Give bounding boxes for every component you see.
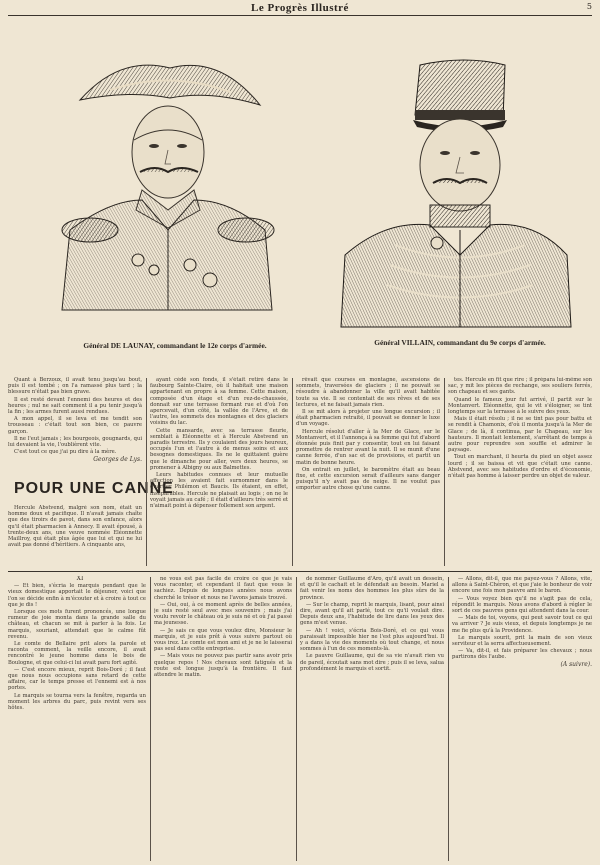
- upper-column-1-continued: [8, 505, 142, 567]
- caption-de-launay: Général DE LAUNAY, commandant le 12e corps d'armée.: [83, 341, 267, 350]
- header-rule: [8, 15, 592, 16]
- paragraph: Quand le fameux jour fut arrivé, il partit sur le Montanvert. Eléonnette, qui le vit s'éloigner, se tint longtemps sur la terrasse à le suivre des yeux.: [448, 396, 592, 416]
- portrait-de-launay: [50, 60, 280, 315]
- signature: Georges de Lys.: [93, 456, 142, 464]
- lower-column-1: [8, 576, 146, 861]
- paragraph: Le comte de Bellaire prit alors la parole et raconta comment, la veille encore, il avait rencontré le jeune homme dans le bois de Boulogne, et que celui-ci lui avait paru fort agité.: [8, 641, 146, 666]
- upper-column-3: [296, 377, 440, 567]
- chapter-number: XI: [76, 576, 84, 582]
- column-rule: [444, 378, 445, 566]
- portrait-villain: [335, 55, 575, 330]
- paragraph: Hercule Abstvend, malgré son nom, était un homme doux et pacifique. Il n'avait jamais chaîte que des tiroirs de pavot, dans son enfance, alors qu'il était pharmacien à Annecy. Il avait épousé, à trente-deux ans, une veuve nommée Eléonnette Maillroy, qui était plus âgée que lui et qui ne lui avait pas donné d'héritiers. A cinquante ans,: [8, 505, 142, 549]
- paragraph: ayant cédé son fonds, il s'était retiré dans le faubourg Sainte-Claire, où il habitait une maison appartenant en propre à sa femme. Cette maison, composée d'un étage et d'un rez-de-chaussée, donnait sur une terrasse formant rue et d'où l'on apercevait, d'un côté, la vallée de l'Arve, et de l'autre, les sommets des montagnes et des glaciers voisins du lac.: [150, 377, 288, 427]
- paragraph: Hercule résolut d'aller à la Mer de Glace, sur le Montanvert, et il l'annonça à sa femme qui fut d'abord étonnée puis finit par y consentir, tout en lui faisant promettre de rentrer avant la nuit. Il se munit d'une canne ferrée, d'un sac et de provisions, et partit un matin de bonne heure.: [296, 428, 440, 466]
- paragraph: — Mais vous ne pouvez pas partir sans avoir pris quelque repos ! Nos chevaux sont fatigués et la route est longue jusqu'à la frontière. Il faut attendre le matin.: [154, 653, 292, 679]
- paragraph: Le marquis sourit, prit la main de son vieux serviteur et la serra affectueusement.: [452, 634, 592, 648]
- lower-column-2: [154, 576, 292, 861]
- paragraph: Il se mit alors à projeter une longue excursion ; il était pharmacien retraité, il pouvait se donner le luxe d'un voyage.: [296, 409, 440, 428]
- engraving-de-launay: [50, 60, 280, 315]
- paragraph: de nommer Guillaume d'Aro, qu'il avait un dessein, et qu'il le cachait et le défendait au besoin. Mariel a fait venir les noms des hommes les plus sûrs de la province.: [300, 576, 444, 601]
- lower-column-3: [300, 576, 444, 861]
- paragraph: — Oui, oui, à ce moment après de belles années, je suis resté seul avec mes souvenirs ; mais j'ai voulu revoir le château où je suis né et où j'ai passé ma jeunesse.: [154, 601, 292, 627]
- section-divider: [8, 571, 592, 572]
- column-rule: [150, 577, 151, 861]
- paragraph: — Allons, dit-il, que me payez-vous ? Allons, vite, allons à Saint-Chéron, et que j'aie le bonheur de voir encore une fois mon pauvre ami le baron.: [452, 576, 592, 595]
- paragraph: — Ah ! voici, s'écria Bois-Doré, et ce qui vous paraissait impossible hier ne l'est plus aujourd'hui. Il y a dans la vie des moments où tout change, et nous sommes à l'un de ces moments-là.: [300, 627, 444, 653]
- paragraph: Lorsque ces mots furent prononcés, une longue rumeur de joie monta dans la grande salle du château, et chacun se mit à parler à la fois. Le marquis, souriant, attendait que le calme fût revenu.: [8, 609, 146, 640]
- upper-column-4: [448, 377, 592, 567]
- column-rule: [448, 577, 449, 861]
- paragraph: Le marquis se tourna vers la fenêtre, regarda un moment les arbres du parc, puis revint vers ses hôtes.: [8, 692, 146, 712]
- paragraph: ne vous est pas facile de croire ce que je vais vous raconter, et cependant il faut que vous le sachiez. Depuis de longues années nous avons cherché le trésor et nous ne l'avons jamais trouvé.: [154, 576, 292, 601]
- paragraph: On entrait en juillet, le baromètre était au beau fixe, et cette excursion serait d'ailleurs sans danger puisqu'il n'y avait pas de neige. Il ne voulut pas emporter autre chose qu'une canne.: [296, 466, 440, 492]
- paragraph: A mon appel, il se leva et me tendit son trousseau : c'était tout son bien, ce pauvre garçon.: [8, 416, 142, 435]
- paragraph: Mais il était résolu ; il ne se tint pas pour battu et se rendit à Chamonix, d'où il monta jusqu'à la Mer de Glace ; de là, il continua, par le Chapeau, sur les hauteurs. Il montait lentement, s'arrêtant de temps à autre pour reprendre son souffle et admirer le paysage.: [448, 416, 592, 454]
- upper-column-1: [8, 377, 142, 473]
- paragraph: — Mais de toi, voyons, qui peut savoir tout ce qui va arriver ? Je suis vieux, et depuis longtemps je ne me fie plus qu'à la Providence.: [452, 615, 592, 634]
- paragraph: — Vous voyez bien qu'il ne s'agit pas de cela, répondit le marquis. Nous avons d'abord à régler le sort de ces pauvres gens qui attendent dans la cour.: [452, 595, 592, 615]
- paragraph: Leurs habitudes connues et leur mutuelle affection les avaient fait surnommer dans le quartier Philémon et Baucis. Ils étaient, en effet, inséparables. Hercule ne plaisait au logis ; on ne le voyait jamais au café ; il était d'ailleurs très serré et n'aimait point à dépenser follement son argent.: [150, 472, 288, 510]
- paragraph: C'est tout ce que j'ai pu dire à la mère.: [14, 449, 117, 456]
- column-rule: [146, 378, 147, 566]
- upper-column-2: [150, 377, 288, 567]
- to-be-continued: (A suivre).: [560, 660, 592, 668]
- paragraph: rêvait que courses en montagne, ascensions de sommets, traversées de glaciers ; il ne pouvait se résoudre à abandonner la ville qu'il avait habitée toute sa vie. Il se contentait de ses rêves et de ses lectures, et ne faisait jamais rien.: [296, 377, 440, 408]
- lower-column-4: [452, 576, 592, 861]
- engraving-villain: [335, 55, 575, 330]
- paragraph: — C'est encore mieux, reprit Bois-Doré ; il faut que nous nous occupions sans retard de cette affaire, car le temps presse et l'ennemi est à nos portes.: [8, 666, 146, 692]
- paragraph: — Je sais ce que vous voulez dire, Monsieur le marquis, et je suis prêt à vous suivre partout où vous irez. Le comte est mon ami et je ne le laisserai pas seul dans cette entreprise.: [154, 627, 292, 653]
- paragraph: Il ne l'eut jamais ; les bourgeois, gougnards, qui lui devaient la vie, l'oublièrent vite.: [8, 435, 142, 449]
- column-rule: [292, 378, 293, 566]
- paragraph: Cette mansarde, avec sa terrasse fleurie, semblait à Eléonnette et à Hercule Abstvend un paradis terrestre. Ils y coulaient des jours heureux, occupés l'un et l'autre à de menus soins et aux besognes domestiques. Ils ne le quittaient guère que le dimanche pour aller, vers deux heures, se promener à Albigny ou aux Balmettes.: [150, 427, 288, 471]
- caption-villain: Général VILLAIN, commandant du 9e corps d'armée.: [374, 338, 546, 347]
- page-header: [8, 2, 592, 16]
- paragraph: Il est resté devant l'ennemi des heures et des heures ; nul ne sait comment il a pu tenir jusqu'à la fin ; les armes furent aussi rendues.: [8, 396, 142, 416]
- paragraph: — Et bien, s'écria le marquis pendant que le vieux domestique apportait le déjeuner, voici que l'on se décide enfin à m'écouter et à croire à tout ce que je dis !: [8, 583, 146, 608]
- paragraph: Tout en marchant, il heurta du pied un objet assez lourd ; il se baissa et vit que c'était une canne. Abstvend, avec ses habitudes d'ordre et d'économie, n'était pas homme à laisser perdre un objet de valeur.: [448, 454, 592, 480]
- paragraph: — Va, dit-il, et fais préparer les chevaux ; nous partirons dès l'aube.: [452, 648, 592, 661]
- newspaper-title: Le Progrès Illustré: [251, 2, 349, 14]
- column-rule: [296, 577, 297, 861]
- paragraph: Quant à Berzoux, il avait tenu jusqu'au bout, puis il est tombé ; on l'a ramassé plus tard ; la blessure n'était pas bien grave.: [8, 377, 142, 396]
- paragraph: — Sur le champ, reprit le marquis, lisant, pour ainsi dire, avant qu'il ait parlé, tout ce qu'il voulait dire. Depuis deux ans, l'habitude de lire dans les yeux des gens m'est venue.: [300, 601, 444, 627]
- page-number: 5: [586, 2, 592, 11]
- paragraph: tes. Hercule en fit que rire ; il prépara lui-même son sac, y mit les pièces de rechange, ses souliers ferrés, son chapeau et ses gants.: [448, 377, 592, 396]
- story-title: POUR UNE CANNE: [14, 480, 174, 497]
- paragraph: Le pauvre Guillaume, qui de sa vie n'avait rien vu de pareil, écoutait sans mot dire ; puis il se leva, salua profondément le marquis et sortit.: [300, 653, 444, 672]
